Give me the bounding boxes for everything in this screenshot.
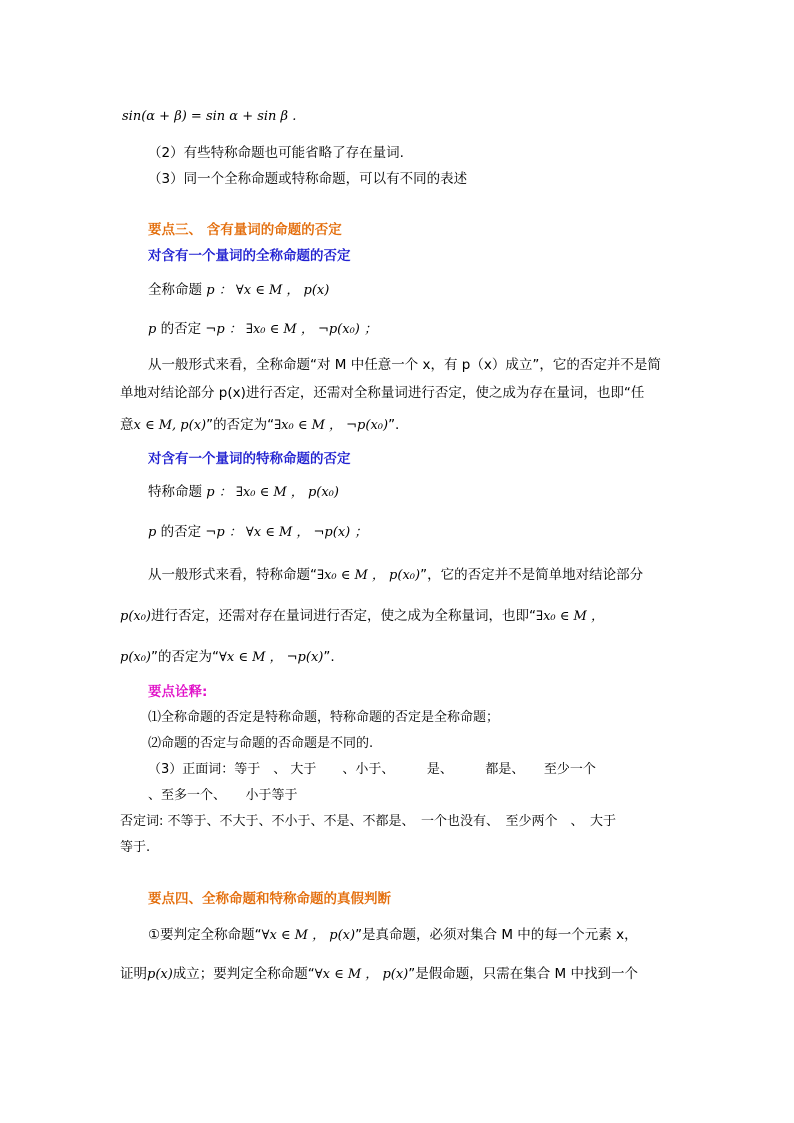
text: 证明	[120, 966, 147, 982]
formula-text: sin(α + β) = sin α + sin β .	[122, 109, 297, 124]
formula-text: ∀x ∈ M ， ¬p(x)	[219, 650, 324, 665]
subheading-universal-negation	[148, 247, 351, 265]
note-line	[148, 761, 596, 779]
text: 、至多一个、 小于等于	[148, 788, 298, 803]
paragraph-line	[148, 320, 377, 339]
subheading-text: 对含有一个量词的全称命题的否定	[148, 248, 351, 264]
text: 全称命题	[148, 282, 202, 298]
paragraph-line	[148, 523, 367, 542]
paragraph-line	[148, 281, 329, 300]
formula-text: x ∈ M, p(x)	[133, 418, 207, 433]
text: ①要判定全称命题“	[148, 927, 262, 943]
paragraph-line	[120, 965, 638, 984]
paragraph-line	[148, 566, 643, 585]
note-line	[148, 735, 373, 753]
formula-text: p(x)	[147, 967, 173, 982]
text: 成立；要判定全称命题“	[172, 966, 315, 982]
text: ”.	[388, 417, 400, 433]
paragraph-line	[120, 607, 604, 626]
note-line	[120, 839, 150, 857]
heading-text: 要点三、 含有量词的命题的否定	[148, 222, 342, 238]
text: ”是真命题，必须对集合 M 中的每一个元素 x，	[355, 927, 638, 943]
text: 等于.	[120, 840, 151, 855]
text: 进行否定，还需对存在量词进行否定，使之成为全称量词，也即“	[151, 608, 537, 624]
formula-text: ∃x₀ ∈ M ， p(x₀)	[317, 568, 421, 583]
formula-text: p	[148, 322, 157, 337]
formula-text: p(x₀)	[120, 609, 152, 624]
formula-line	[122, 108, 296, 126]
text: 的否定	[160, 321, 202, 337]
formula-text: p	[148, 525, 157, 540]
section-heading-3	[148, 221, 342, 239]
text: ⑵命题的否定与命题的否命题是不同的.	[148, 736, 374, 751]
paragraph-line	[148, 483, 339, 502]
text: 从一般形式来看，全称命题“对 M 中任意一个 x，有 p（x）成立”，它的否定并不是简	[148, 357, 661, 373]
text: 的否定	[160, 524, 202, 540]
note-line	[148, 709, 499, 727]
text: ”的否定为“	[151, 649, 220, 665]
paragraph-line	[148, 144, 404, 162]
text: ”.	[323, 649, 335, 665]
text: ⑴全称命题的否定是特称命题，特称命题的否定是全称命题；	[148, 710, 500, 725]
formula-text: ∃x₀ ∈ M ，	[536, 609, 604, 624]
text: 否定词: 不等于、不大于、不小于、不是、不都是、 一个也没有、 至少两个 、 大于	[120, 814, 617, 829]
formula-text: ∃x₀ ∈ M ， ¬p(x₀)	[274, 418, 389, 433]
note-heading	[148, 683, 207, 701]
text: ”，它的否定并不是简单地对结论部分	[420, 567, 644, 583]
formula-text: ¬p ： ∀x ∈ M ， ¬p(x) ；	[205, 525, 368, 540]
formula-text: ∀x ∈ M ， p(x)	[261, 928, 356, 943]
formula-text: p(x₀)	[120, 650, 152, 665]
text: 单地对结论部分 p(x)进行否定，还需对全称量词进行否定，使之成为存在量词，也即“任	[120, 385, 645, 401]
paragraph-line	[148, 356, 661, 374]
note-heading-text: 要点诠释:	[148, 684, 208, 700]
text: ”是假命题，只需在集合 M 中找到一个	[408, 966, 638, 982]
note-line	[148, 787, 298, 805]
text: ”的否定为“	[206, 417, 275, 433]
paragraph-line	[148, 170, 467, 188]
paragraph-line	[120, 384, 644, 402]
text: 特称命题	[148, 484, 202, 500]
paragraph-line	[148, 926, 638, 945]
formula-text: p ： ∀x ∈ M ， p(x)	[206, 283, 330, 298]
heading-text: 要点四、全称命题和特称命题的真假判断	[148, 891, 391, 907]
subheading-existential-negation	[148, 450, 351, 468]
formula-text: ∀x ∈ M ， p(x)	[314, 967, 409, 982]
text: （3）正面词：等于 、 大于 、小于、 是、 都是、 至少一个	[148, 762, 596, 777]
formula-text: ¬p ： ∃x₀ ∈ M ， ¬p(x₀) ；	[205, 322, 377, 337]
text: （3）同一个全称命题或特称命题，可以有不同的表述	[148, 171, 468, 187]
text: 从一般形式来看，特称命题“	[148, 567, 317, 583]
section-heading-4	[148, 890, 391, 908]
paragraph-line	[120, 648, 335, 667]
subheading-text: 对含有一个量词的特称命题的否定	[148, 451, 351, 467]
text: （2）有些特称命题也可能省略了存在量词.	[148, 145, 404, 161]
paragraph-line	[120, 416, 399, 435]
note-line	[120, 813, 616, 831]
formula-text: p ： ∃x₀ ∈ M ， p(x₀)	[206, 485, 339, 500]
text: 意	[120, 417, 134, 433]
